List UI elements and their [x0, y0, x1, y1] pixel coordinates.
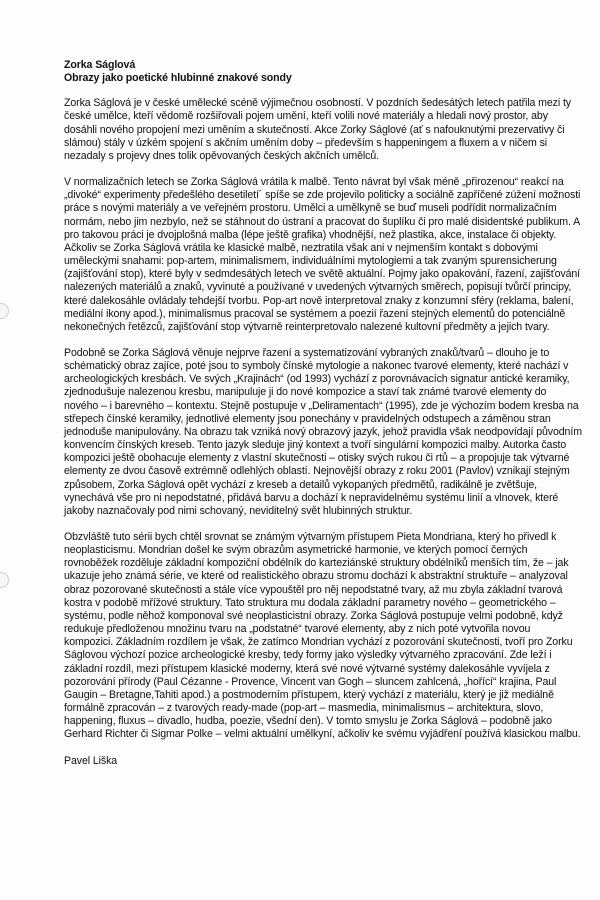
article-author-title: Zorka Ságlová: [64, 59, 136, 71]
paragraph-4: Obzvláště tuto sérii bych chtěl srovnat se známým výtvarným přístupem Pieta Mondriana, který ho přivedl k neoplasticismu. Mondrian došel ke svým obrazům asymetrické harmonie, ve kterých pomocí černých rovnoběžek rozděluje základní kompoziční obdélník do karteziánské struktury obdélníků menších tím, že – jak ukazuje jeho známá série, ve které od realistického obrazu stromu dochází k abstraktní struktuře – analyzoval obraz pozorované skutečnosti a stále více vypouštěl pro něj nepodstatné tvary, až mu zbyla základní tvarová kostra v podobě mřížové struktury. Tato struktura mu dodala základní parametry nového – geometrického – systému, podle něhož komponoval své neoplasticistní obrazy. Zorka Ságlová postupuje velmi podobně, když redukuje předloženou množinu tvaru na „podstatné“ tvarové elementy, aby z nich poté vytvořila novou kompozici. Základním rozdílem je však, že zatímco Mondrian vychází z pozorování skutečnosti, tvoří pro Zorku Ságlovou výchozí pozice archeologické kresby, tedy formy jako výsledky výtvarného zpracování. Zde leží i základní rozdíl, mezi přístupem klasické moderny, která své nové výtvarné systémy dalekosáhle vyvíjela z pozorování přírody (Paul Cézanne - Provence, Vincent van Gogh – sluncem zahlcená, „hořící“ krajina, Paul Gaugin – Bretagne,Tahiti apod.) a postmoderním přístupem, který vychází z materiálu, který je již mediálně formálně zpracován – z tvarových ready-made (pop-art – masmedia, minimalismus – architektura, slovo, happening, fluxus – divadlo, hudba, poezie, všední den). V tomto smyslu je Zorka Ságlová – podobně jako Gerhard Richter či Sigmar Polke – velmi aktuální umělkyní, ačkoliv ke svému vyjádření používá klasickou malbu.: [64, 531, 581, 741]
article-header: [64, 59, 582, 85]
paragraph-2: V normalizačních letech se Zorka Ságlová vrátila k malbě. Tento návrat byl však méně „přirozenou“ reakcí na „divoké“ experimenty předešlého desetiletí´ spíše se zde projevilo politicky a sociálně zapříčené zúžení možnosti práce s novými materiály a ve veřejném prostoru. Umělci a umělkyně se buď museli podřídit normalizačním normám, nebo jim nezbylo, než se stáhnout do ústraní a pracovat do šuplíku či pro malé disidentské publikum. A pro takovou práci je dvojplošná malba (lépe ještě grafika) vhodnější, než plastika, akce, instalace či objekty. Ačkoliv se Zorka Ságlová vrátila ke klasické malbě, neztratila však ani v nejmenším kontakt s dobovými uměleckými snahami: pop-artem, minimalismem, individuálními mytologiemi a tak zvaným spurensicherung (zajišťování stop), které byly v sedmdesátých letech ve světě aktuální. Pojmy jako opakování, řazení, zajišťování nalezených materiálů a znaků, vyvinuté a používané v uvedených výtvarných směrech, popisují tvůrčí principy, které dalekosáhle ovládaly tehdejší tvorbu. Pop-art nově interpretoval znaky z konzumní sféry (reklama, balení, mediální ikony apod.), minimalismus pracoval se systémem a poezií řazení stejných elementů do potenciálně nekonečných řetězců, zajišťování stop výtvarně reinterpretovalo nalezené kultovní předměty a jejich tvary.: [64, 176, 581, 333]
paragraph-3: Podobně se Zorka Ságlová věnuje nejprve řazení a systematizování vybraných znaků/tvarů – dlouho je to schématický obraz zajíce, poté jsou to symboly čínské mytologie a nakonec tvarové elementy, které nachází v archeologických kresbách. Ve svých „Krajinách“ (od 1993) vychází z porovnávacích signatur antické keramiky, zjednodušuje nalezenou kresbu, manipuluje ji do nové kompozice a staví tak známé tvarové elementy do nového – i barevného – kontextu. Stejně postupuje v „Deliramentach“ (1995), zde je výchozím bodem kresba na střepech čínské keramiky, jednotlivé elementy jsou ponechány v pravidelných odstupech a záměnou stran jednoduše manipulovány. Na obrazu tak vzniká nový obrazový jazyk, jehož pravidla však neodpovídají původním konvencím čínských kreseb. Tento jazyk sleduje jiný kontext a tvoří singulární kompozici malby. Autorka často kompozici ještě obohacuje elementy z vlastní skutečnosti – otisky svých rukou či rtů – a propojuje tak výtvarné elementy ze dvou časově extrémně odlehlých oblastí. Nejnovější obrazy z roku 2001 (Pavlov) vznikají stejným způsobem, Zorka Ságlová opět vychází z kreseb a detailů vykopaných předmětů, radikálně je zvětšuje, vynechává vše pro ni nepodstatné, přidává barvu a dochází k nepravidelnému systému linií a vlnovek, které jakoby naznačovaly pod nimi schovaný, neviditelný svět hlubinných struktur.: [64, 346, 582, 517]
article: [64, 59, 582, 768]
paragraph-1: Zorka Ságlová je v české umělecké scéně výjimečnou osobností. V pozdních šedesátých letech patřila mezi ty české umělce, kteří vědomě rozšiřovali pojem umění, kteří volili nové materiály a hledali nový prostor, aby dosáhli nového propojení mezi uměním a skutečností. Akce Zorky Ságlové (ať s nafouknutými prezervativy či slámou) stály v úzkém spojení s akčním uměním doby – především s happeningem a fluxem a v ničem si nezadaly s projevy dnes tolik opěvovaných českých akčních umělců.: [64, 97, 571, 162]
punch-hole: [0, 572, 9, 588]
punch-hole: [0, 303, 9, 319]
article-subtitle: Obrazy jako poetické hlubinné znakové sondy: [64, 72, 292, 85]
author-signature: Pavel Liška: [64, 754, 118, 767]
